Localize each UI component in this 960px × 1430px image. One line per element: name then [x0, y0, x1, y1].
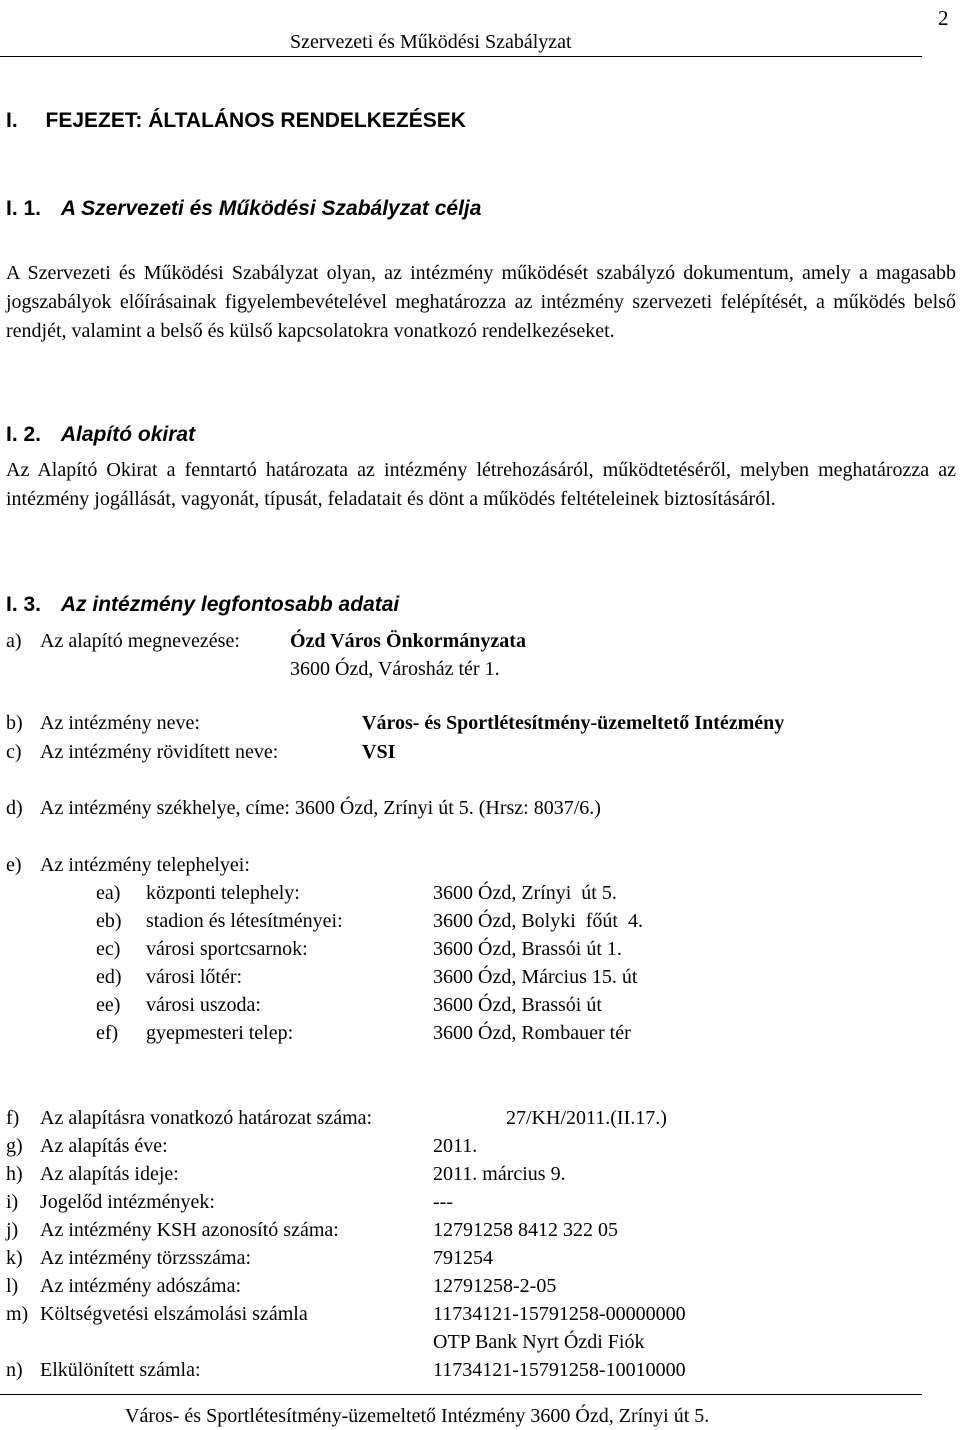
running-footer: Város- és Sportlétesítmény-üzemeltető Intézmény 3600 Ózd, Zrínyi út 5.	[125, 1405, 710, 1427]
item-label: Költségvetési elszámolási számla	[40, 1303, 308, 1325]
site-address: 3600 Ózd, Március 15. út	[433, 966, 638, 988]
item-value: 12791258 8412 322 05	[433, 1219, 618, 1241]
item-label: Az alapítás ideje:	[40, 1163, 179, 1185]
item-value-line2: OTP Bank Nyrt Ózdi Fiók	[433, 1331, 645, 1353]
item-key: a)	[6, 630, 22, 652]
site-key: ea)	[96, 882, 121, 904]
item-key: j)	[6, 1219, 19, 1241]
running-header: Szervezeti és Működési Szabályzat	[290, 31, 572, 53]
item-key: b)	[6, 712, 23, 734]
item-key: d)	[6, 797, 23, 819]
site-label: városi uszoda:	[146, 994, 261, 1016]
item-label: Az alapítás éve:	[40, 1135, 168, 1157]
chapter-number: I.	[6, 109, 18, 132]
item-key: c)	[6, 741, 22, 763]
item-key: g)	[6, 1135, 23, 1157]
institution-short-name: VSI	[362, 741, 396, 763]
section-heading	[6, 423, 195, 447]
site-label: városi sportcsarnok:	[146, 938, 308, 960]
item-key: l)	[6, 1275, 19, 1297]
item-label: Az intézmény adószáma:	[40, 1275, 242, 1297]
item-key: i)	[6, 1191, 19, 1213]
section-title: Az intézmény legfontosabb adatai	[60, 593, 400, 616]
section-number: I. 2.	[6, 423, 42, 446]
item-value	[362, 738, 395, 766]
site-address: 3600 Ózd, Brassói út	[433, 994, 602, 1016]
site-key: ee)	[96, 994, 121, 1016]
site-key: ef)	[96, 1022, 119, 1044]
item-value: 2011. március 9.	[433, 1163, 566, 1185]
founder-name: Ózd Város Önkormányzata	[290, 630, 526, 652]
item-value: ---	[433, 1191, 453, 1213]
item-value: 11734121-15791258-10010000	[433, 1359, 686, 1381]
item-label: Az alapításra vonatkozó határozat száma:	[40, 1107, 373, 1129]
site-label: városi lőtér:	[146, 966, 243, 988]
footer-rule	[0, 1394, 922, 1395]
item-key: f)	[6, 1107, 20, 1129]
section-title: Alapító okirat	[60, 423, 196, 446]
header-rule	[0, 56, 922, 57]
item-value	[290, 627, 526, 655]
section-heading	[6, 593, 399, 617]
item-value-line2: 3600 Ózd, Városház tér 1.	[290, 658, 500, 680]
site-address: 3600 Ózd, Brassói út 1.	[433, 938, 622, 960]
item-key: n)	[6, 1359, 23, 1381]
chapter-title: FEJEZET: ÁLTALÁNOS RENDELKEZÉSEK	[45, 109, 466, 132]
institution-name: Város- és Sportlétesítmény-üzemeltető Intézmény	[362, 712, 785, 734]
item-key: m)	[6, 1303, 29, 1325]
section-paragraph: A Szervezeti és Működési Szabályzat olyan, az intézmény működését szabályzó dokumentum, amely a magasabb jogszabályok előírásainak figyelembevételével meghatározza az intézmény szervezeti felépítését, a működés belső rendjét, valamint a belső és külső kapcsolatokra vonatkozó rendelkezéseket.	[6, 262, 956, 342]
item-label: Jogelőd intézmények:	[40, 1191, 215, 1213]
item-label: Az intézmény rövidített neve:	[40, 741, 279, 763]
item-value: 2011.	[433, 1135, 478, 1157]
item-value: 791254	[433, 1247, 493, 1269]
item-value	[362, 709, 784, 737]
site-key: eb)	[96, 910, 122, 932]
item-label: Az intézmény törzsszáma:	[40, 1247, 252, 1269]
item-value: 12791258-2-05	[433, 1275, 557, 1297]
section-heading	[6, 197, 481, 221]
item-value: 27/KH/2011.(II.17.)	[506, 1107, 667, 1129]
site-label: gyepmesteri telep:	[146, 1022, 294, 1044]
chapter-heading	[6, 109, 466, 133]
section-title: A Szervezeti és Működési Szabályzat célja	[60, 197, 482, 220]
site-address: 3600 Ózd, Rombauer tér	[433, 1022, 631, 1044]
site-address: 3600 Ózd, Zrínyi út 5.	[433, 882, 617, 904]
item-key: h)	[6, 1163, 23, 1185]
site-address: 3600 Ózd, Bolyki főút 4.	[433, 910, 643, 932]
page-number: 2	[938, 6, 949, 30]
site-label: központi telephely:	[146, 882, 300, 904]
item-label: Az alapító megnevezése:	[40, 630, 240, 652]
item-label: Az intézmény neve:	[40, 712, 200, 734]
site-key: ed)	[96, 966, 122, 988]
site-label: stadion és létesítményei:	[146, 910, 343, 932]
item-text: Az intézmény székhelye, címe: 3600 Ózd, Zrínyi út 5. (Hrsz: 8037/6.)	[40, 797, 601, 819]
item-key: k)	[6, 1247, 23, 1269]
item-label: Elkülönített számla:	[40, 1359, 201, 1381]
section-number: I. 1.	[6, 197, 42, 220]
item-label: Az intézmény KSH azonosító száma:	[40, 1219, 339, 1241]
item-label: Az intézmény telephelyei:	[40, 854, 250, 876]
site-key: ec)	[96, 938, 121, 960]
item-key: e)	[6, 854, 22, 876]
section-number: I. 3.	[6, 593, 42, 616]
item-value: 11734121-15791258-00000000	[433, 1303, 686, 1325]
section-paragraph: Az Alapító Okirat a fenntartó határozata az intézmény létrehozásáról, működtetéséről, melyben meghatározza az intézmény jogállását, vagyonát, típusát, feladatait és dönt a működés feltételeinek biztosításáról.	[6, 459, 956, 510]
